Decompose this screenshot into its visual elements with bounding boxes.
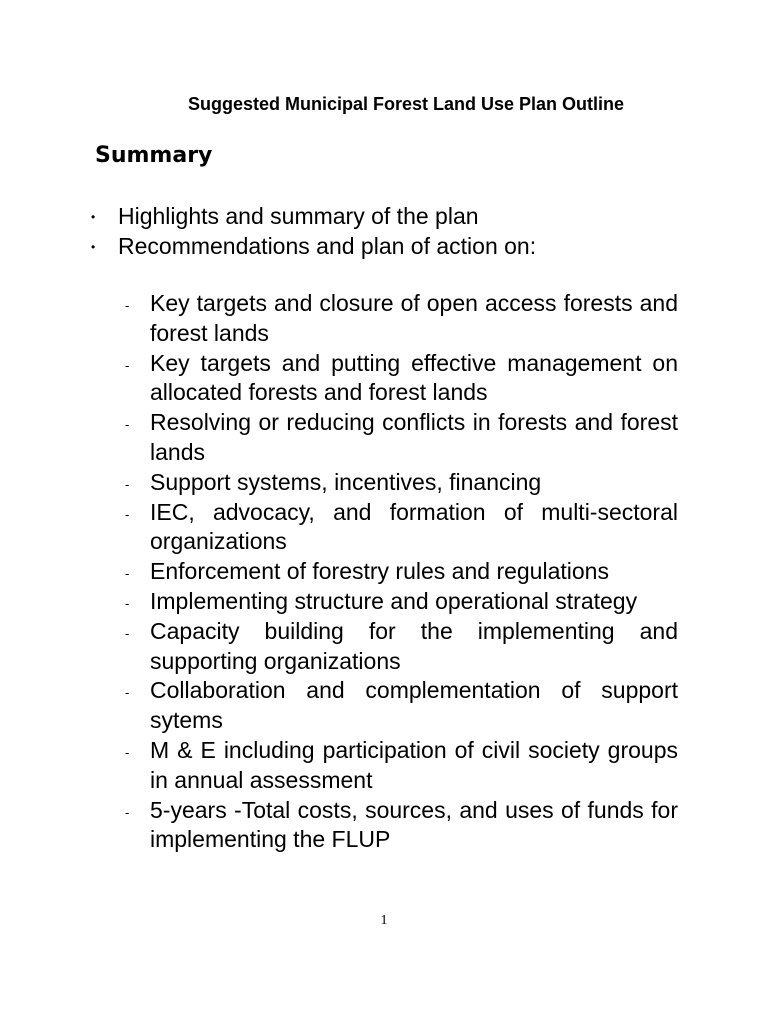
dash-marker: - <box>125 506 130 522</box>
action-item-text: 5-years -Total costs, sources, and uses of funds for implementing the FLUP <box>150 796 678 853</box>
bullet-item <box>91 231 681 261</box>
dash-marker: - <box>125 804 130 820</box>
action-item <box>122 498 678 558</box>
action-item <box>122 617 678 677</box>
page-number: 1 <box>380 913 388 928</box>
action-item <box>122 408 678 468</box>
action-item <box>122 736 678 796</box>
summary-bullet-list <box>91 201 681 261</box>
dash-marker: - <box>125 417 130 433</box>
action-item-text: Support systems, incentives, financing <box>150 468 542 495</box>
action-item-text: Key targets and putting effective management on allocated forests and forest lands <box>150 349 678 406</box>
bullet-marker: • <box>91 240 96 254</box>
action-item <box>122 796 678 856</box>
action-item-text: Key targets and closure of open access forests and forest lands <box>150 290 678 346</box>
action-item-text: Implementing structure and operational strategy <box>150 587 638 614</box>
action-item-text: M & E including participation of civil society groups in annual assessment <box>150 736 678 793</box>
action-item-text: Enforcement of forestry rules and regulations <box>150 558 609 585</box>
action-item-text: Capacity building for the implementing and supporting organizations <box>150 617 678 674</box>
action-item <box>122 557 678 587</box>
action-item-text: Resolving or reducing conflicts in forests and forest lands <box>150 409 678 465</box>
action-plan-list <box>122 289 678 855</box>
dash-marker: - <box>125 298 130 313</box>
action-item <box>122 289 678 349</box>
action-item <box>122 676 678 736</box>
action-item <box>122 587 678 617</box>
dash-marker: - <box>125 566 130 582</box>
dash-marker: - <box>125 625 130 641</box>
dash-marker: - <box>125 476 130 492</box>
bullet-text: Recommendations and plan of action on: <box>118 233 537 259</box>
action-item <box>122 468 678 498</box>
action-item-text: IEC, advocacy, and formation of multi-sectoral organizations <box>150 498 678 555</box>
dash-marker: - <box>125 685 130 701</box>
bullet-text: Highlights and summary of the plan <box>118 203 479 229</box>
document-title: Suggested Municipal Forest Land Use Plan Outline <box>187 94 625 114</box>
action-item <box>122 349 678 409</box>
dash-marker: - <box>125 744 130 760</box>
dash-marker: - <box>125 357 130 373</box>
action-item-text: Collaboration and complementation of support sytems <box>150 677 678 734</box>
bullet-marker: • <box>91 210 96 224</box>
section-heading-summary: Summary <box>95 143 213 168</box>
bullet-item <box>91 201 681 231</box>
dash-marker: - <box>125 595 130 611</box>
